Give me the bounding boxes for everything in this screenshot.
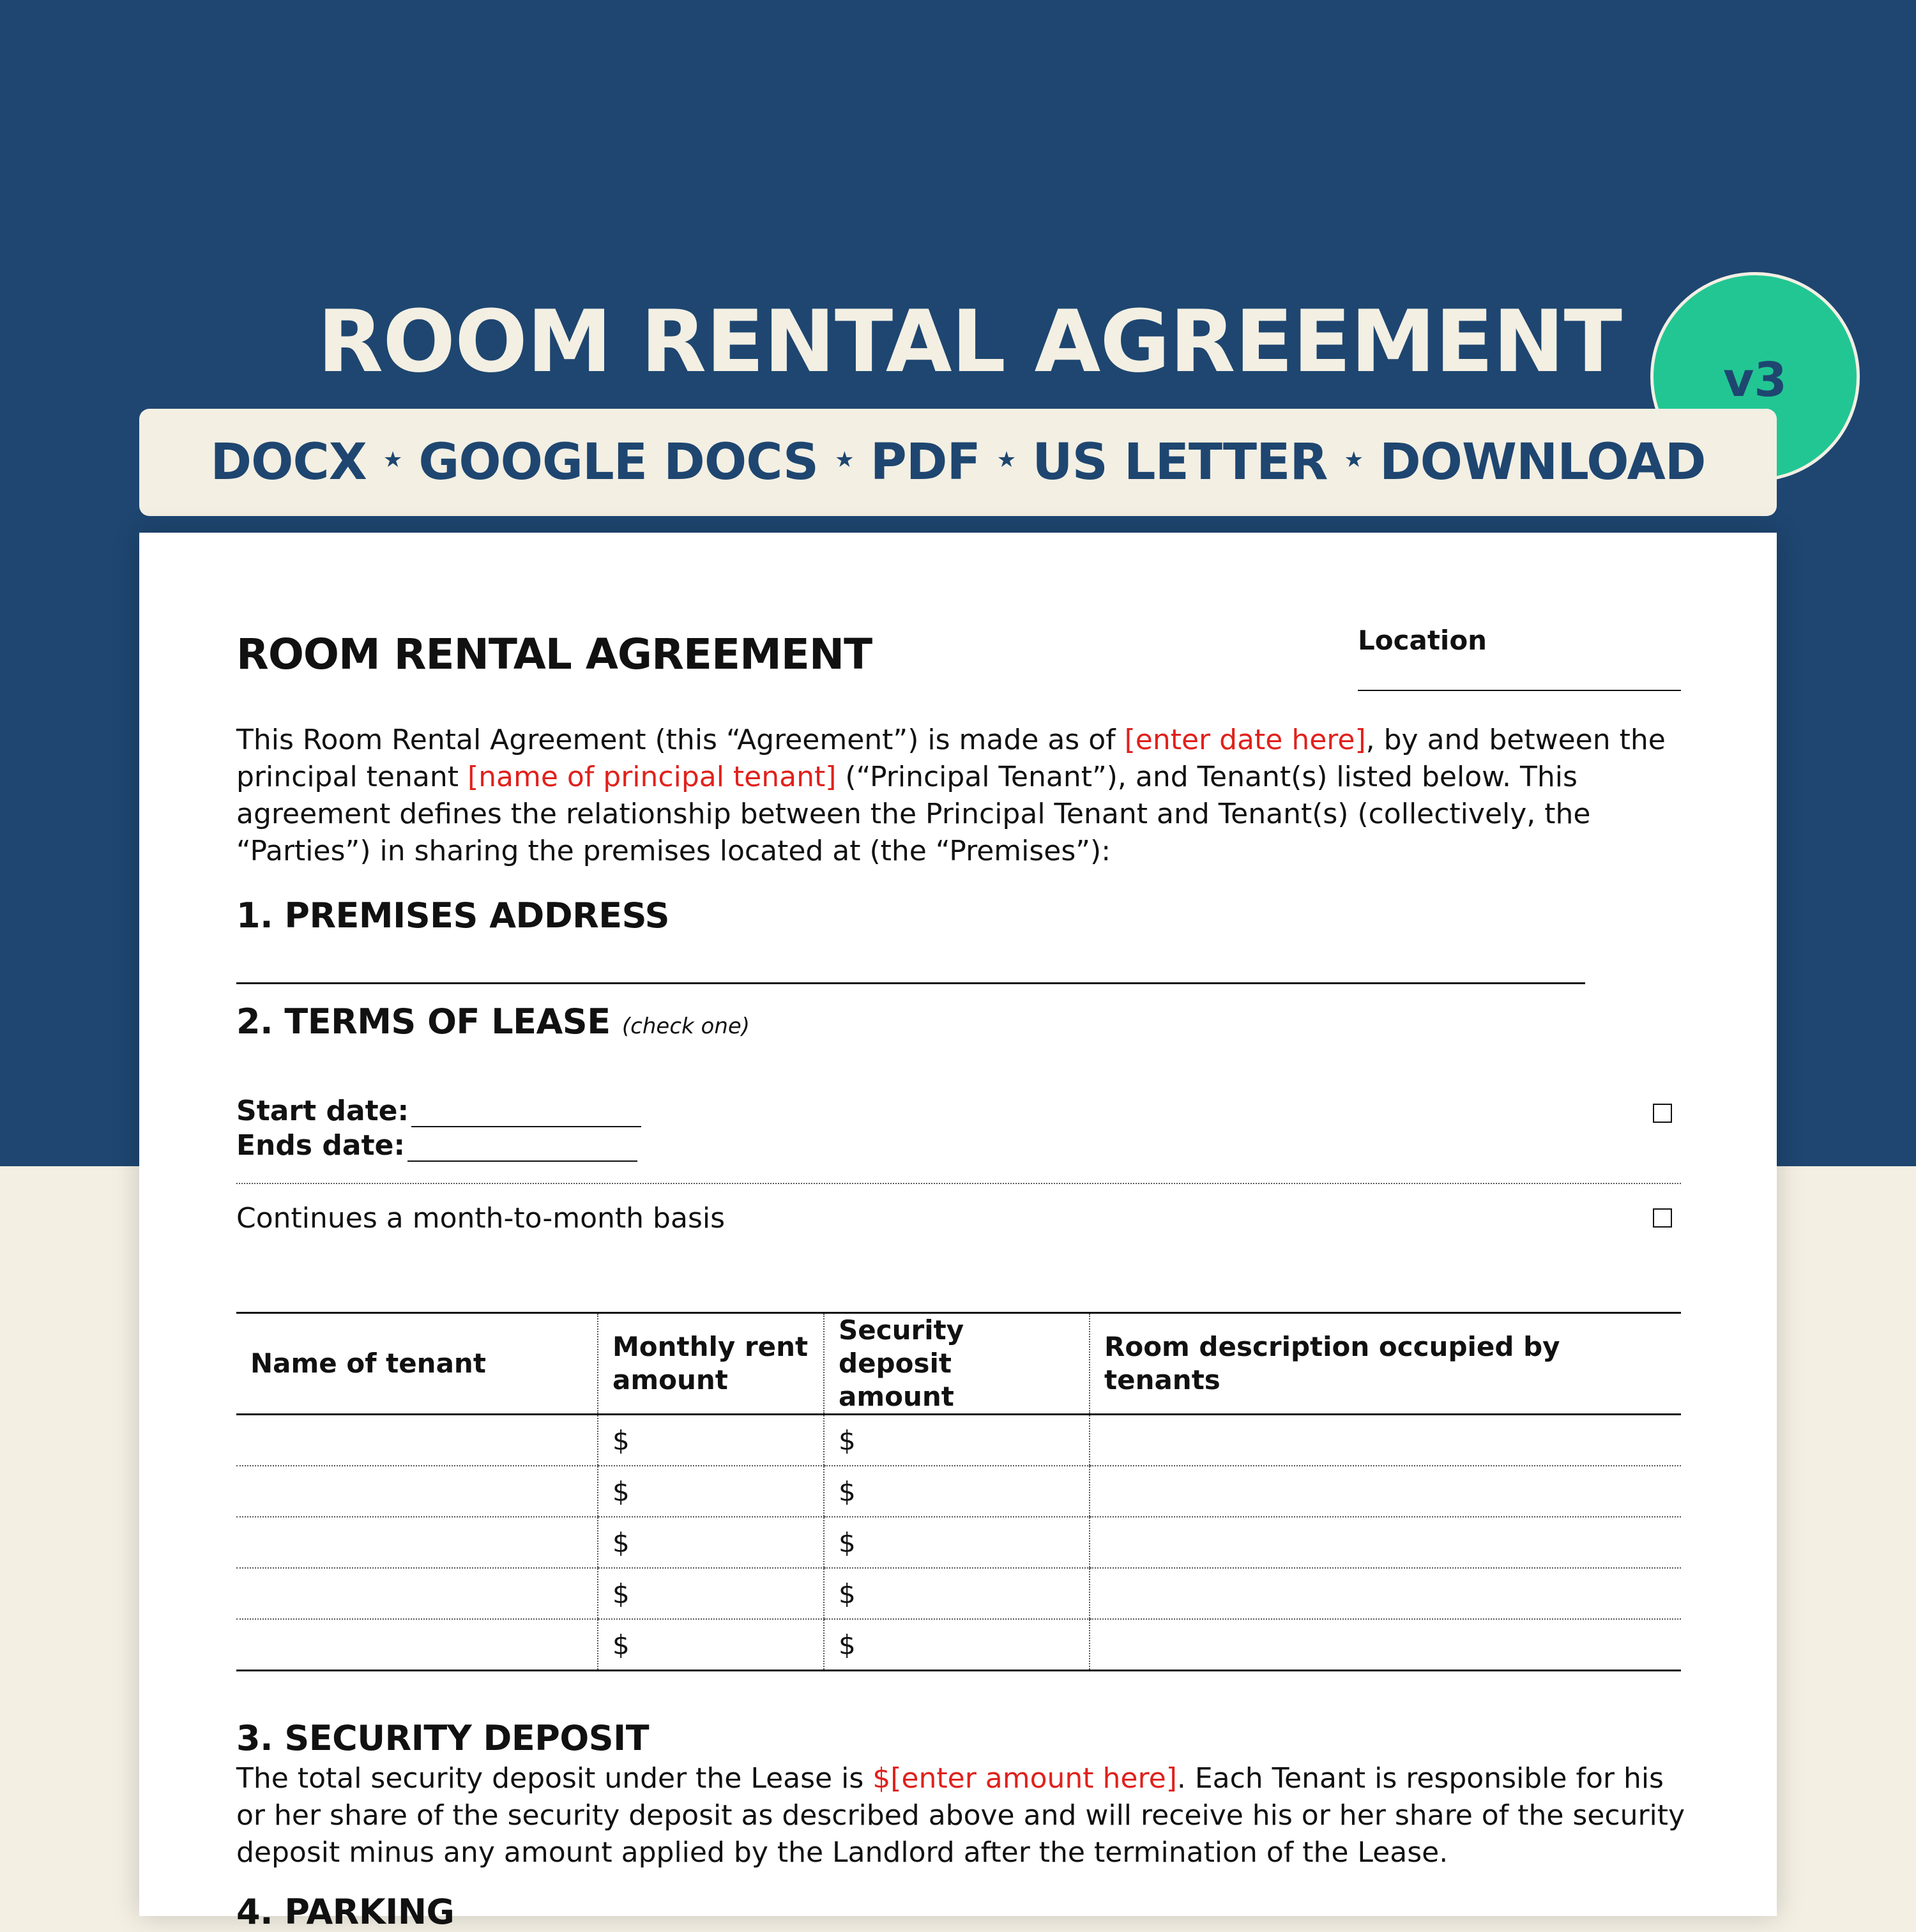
month-to-month-label: Continues a month-to-month basis <box>236 1202 726 1235</box>
header-room-description: Room description occupied by tenants <box>1090 1313 1681 1415</box>
format-bar <box>139 409 1777 516</box>
tenant-name-cell[interactable] <box>236 1415 598 1466</box>
rent-cell[interactable]: $ <box>598 1415 824 1466</box>
tenant-name-cell[interactable] <box>236 1568 598 1619</box>
section-2-heading: 2. TERMS OF LEASE (check one) <box>236 1001 750 1042</box>
document-title: ROOM RENTAL AGREEMENT <box>236 630 872 679</box>
table-row <box>236 1466 1681 1517</box>
deposit-cell[interactable]: $ <box>824 1415 1090 1466</box>
star-separator-icon: ★ <box>1344 447 1363 473</box>
tenant-name-cell[interactable] <box>236 1517 598 1568</box>
section-1-heading: 1. PREMISES ADDRESS <box>236 895 669 936</box>
version-badge-label: v3 <box>1723 353 1787 407</box>
check-one-note: (check one) <box>621 1014 750 1039</box>
fixed-term-checkbox[interactable] <box>1653 1104 1672 1123</box>
format-google-docs: GOOGLE DOCS <box>418 434 819 491</box>
tenant-name-cell[interactable] <box>236 1466 598 1517</box>
deposit-cell[interactable]: $ <box>824 1466 1090 1517</box>
header-monthly-rent: Monthly rent amount <box>598 1313 824 1415</box>
room-description-cell[interactable] <box>1090 1619 1681 1671</box>
intro-paragraph: This Room Rental Agreement (this “Agreement”) is made as of [enter date here], by and between the principal tenant [name of principal tenant] (“Principal Tenant”), and Tenant(s) listed below. This agreement defines the relationship between the Principal Tenant and Tenant(s) (collectively, the “Parties”) in sharing the premises located at (the “Premises”): <box>236 724 1666 867</box>
rent-cell[interactable]: $ <box>598 1568 824 1619</box>
end-date-field[interactable] <box>407 1135 637 1162</box>
table-row <box>236 1517 1681 1568</box>
rent-cell[interactable]: $ <box>598 1517 824 1568</box>
tenant-table <box>236 1312 1681 1671</box>
principal-tenant-placeholder[interactable]: [name of principal tenant] <box>467 761 837 793</box>
location-field-line[interactable] <box>1358 690 1681 691</box>
room-description-cell[interactable] <box>1090 1517 1681 1568</box>
banner-title: ROOM RENTAL AGREEMENT <box>317 292 1622 392</box>
format-docx: DOCX <box>210 434 367 491</box>
star-separator-icon: ★ <box>996 447 1016 473</box>
document-page <box>139 533 1777 1932</box>
room-description-cell[interactable] <box>1090 1466 1681 1517</box>
table-row <box>236 1415 1681 1466</box>
table-row <box>236 1619 1681 1671</box>
divider <box>236 1183 1681 1184</box>
deposit-amount-placeholder[interactable]: $[enter amount here] <box>872 1762 1177 1795</box>
format-us-letter: US LETTER <box>1032 434 1328 491</box>
section-3-heading: 3. SECURITY DEPOSIT <box>236 1718 650 1758</box>
table-row <box>236 1568 1681 1619</box>
star-separator-icon: ★ <box>383 447 402 473</box>
location-label: Location <box>1358 625 1487 656</box>
end-date-row: Ends date: <box>236 1129 637 1162</box>
tenant-name-cell[interactable] <box>236 1619 598 1671</box>
start-date-field[interactable] <box>411 1100 641 1127</box>
premises-address-line[interactable] <box>236 982 1585 984</box>
header-name-of-tenant: Name of tenant <box>236 1313 598 1415</box>
rent-cell[interactable]: $ <box>598 1466 824 1517</box>
start-date-row: Start date: <box>236 1095 641 1127</box>
deposit-cell[interactable]: $ <box>824 1568 1090 1619</box>
date-placeholder[interactable]: [enter date here] <box>1124 724 1366 756</box>
section-4-heading: 4. PARKING <box>236 1892 455 1932</box>
deposit-cell[interactable]: $ <box>824 1517 1090 1568</box>
format-download: DOWNLOAD <box>1379 434 1706 491</box>
rent-cell[interactable]: $ <box>598 1619 824 1671</box>
room-description-cell[interactable] <box>1090 1415 1681 1466</box>
deposit-cell[interactable]: $ <box>824 1619 1090 1671</box>
header-security-deposit: Security deposit amount <box>824 1313 1090 1415</box>
star-separator-icon: ★ <box>835 447 854 473</box>
room-description-cell[interactable] <box>1090 1568 1681 1619</box>
security-deposit-paragraph: The total security deposit under the Lease is $[enter amount here]. Each Tenant is responsible for his or her share of the security deposit as described above and will receive his or her share of the security deposit minus any amount applied by the Landlord after the termination of the Lease. <box>236 1762 1685 1869</box>
format-pdf: PDF <box>870 434 980 491</box>
month-to-month-checkbox[interactable] <box>1653 1208 1672 1228</box>
